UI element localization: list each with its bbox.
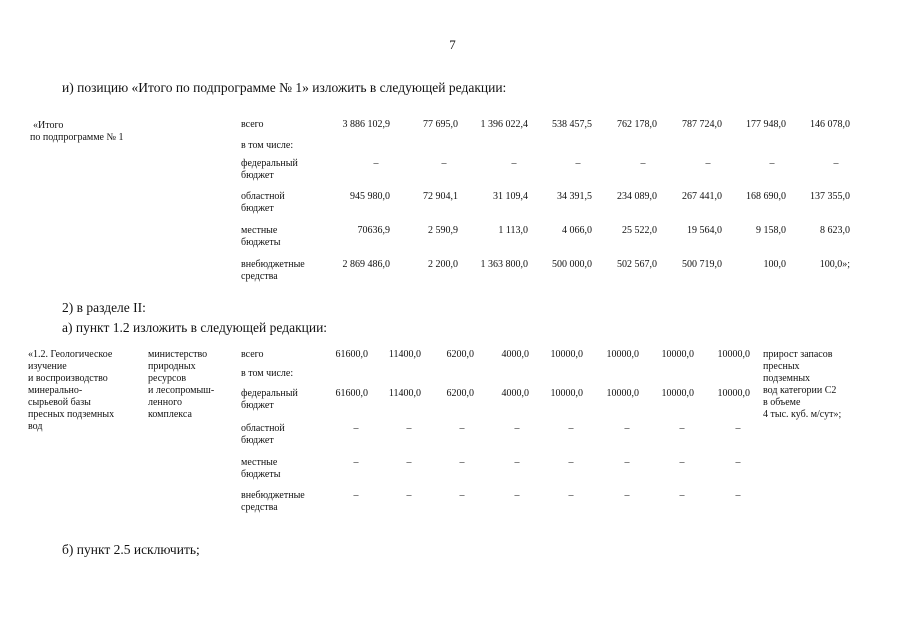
table1-cell-value: 2 200,0 [428, 259, 458, 270]
table1-cell-dash: – [705, 158, 711, 169]
table2-program-name-line: изучение [28, 361, 67, 372]
table1-row-label: областной [241, 191, 285, 202]
table2-cell-dash: – [406, 490, 412, 501]
table2-program-name-line: минерально- [28, 385, 83, 396]
section-2a-heading: а) пункт 1.2 изложить в следующей редакции: [62, 320, 328, 335]
table1-cell-value: 77 695,0 [423, 119, 458, 130]
table2-cell-dash: – [679, 423, 685, 434]
table2-result-line: в объеме [763, 397, 801, 408]
table1-cell-value: 500 000,0 [552, 259, 592, 270]
table2-cell-dash: – [568, 490, 574, 501]
table1-cell-dash: – [441, 158, 447, 169]
table1-cell-value: 787 724,0 [682, 119, 722, 130]
section-b-heading: б) пункт 2.5 исключить; [62, 542, 200, 557]
table1-row-label-sub: средства [241, 271, 278, 282]
table2-program-name-line: вод [28, 421, 43, 432]
table2-result-line: пресных [763, 361, 800, 372]
table1-cell-value: 502 567,0 [617, 259, 657, 270]
table2-cell-value: 10000,0 [550, 388, 583, 399]
table1-cell-value: 1 363 800,0 [480, 259, 528, 270]
table1-cell-value: 1 113,0 [498, 225, 528, 236]
table1-cell-value: 945 980,0 [350, 191, 390, 202]
table1-cell-dash: – [511, 158, 517, 169]
table1-cell-value: 100,0»; [819, 259, 850, 270]
table2-row-label: федеральный [241, 388, 298, 399]
table2-cell-dash: – [735, 423, 741, 434]
table2-cell-value: 10000,0 [717, 388, 750, 399]
table2-row-label-sub: бюджет [241, 435, 274, 446]
table2-cell-dash: – [679, 457, 685, 468]
table2-cell-dash: – [459, 423, 465, 434]
table2-cell-dash: – [459, 490, 465, 501]
table2-cell-value: 10000,0 [606, 388, 639, 399]
table1-row-label: местные [241, 225, 278, 236]
table2-cell-dash: – [514, 490, 520, 501]
table2-cell-value: 4000,0 [501, 388, 529, 399]
table1-cell-value: 267 441,0 [682, 191, 722, 202]
table2-cell-dash: – [353, 423, 359, 434]
table1-row-label: в том числе: [241, 140, 294, 151]
table1-cell-value: 2 590,9 [428, 225, 458, 236]
table2-cell-dash: – [624, 423, 630, 434]
table1-cell-dash: – [833, 158, 839, 169]
table1-cell-value: 72 904,1 [423, 191, 458, 202]
table2-cell-dash: – [406, 423, 412, 434]
table2-cell-dash: – [459, 457, 465, 468]
table2-cell-dash: – [679, 490, 685, 501]
table2-result-line: прирост запасов [763, 349, 833, 360]
table2-program-name-line: пресных подземных [28, 409, 115, 420]
table2-program-name-line: «1.2. Геологическое [28, 349, 113, 360]
table1-cell-value: 70636,9 [357, 225, 390, 236]
table1-row-label-line1: «Итого [33, 120, 64, 131]
table1-cell-value: 2 869 486,0 [342, 259, 390, 270]
table1-cell-dash: – [769, 158, 775, 169]
table1-cell-value: 146 078,0 [810, 119, 850, 130]
table2-cell-dash: – [568, 423, 574, 434]
table2-cell-value: 6200,0 [446, 349, 474, 360]
table2-cell-dash: – [353, 490, 359, 501]
table2-cell-value: 61600,0 [335, 388, 368, 399]
table2-result-line: вод категории С2 [763, 385, 837, 396]
table2-executor-line: министерство [148, 349, 208, 360]
table2-row-label: внебюджетные [241, 490, 305, 501]
table2-row-label-sub: бюджеты [241, 469, 281, 480]
table2-result-line: 4 тыс. куб. м/сут»; [763, 409, 842, 420]
table2-executor-line: комплекса [148, 409, 192, 420]
table1-cell-value: 500 719,0 [682, 259, 722, 270]
table1-cell-value: 3 886 102,9 [342, 119, 390, 130]
table2-result-line: подземных [763, 373, 811, 384]
table1-row-label-sub: бюджет [241, 170, 274, 181]
table1-cell-value: 168 690,0 [746, 191, 786, 202]
table2-cell-value: 10000,0 [661, 349, 694, 360]
table2-cell-value: 11400,0 [388, 349, 421, 360]
table2-cell-value: 61600,0 [335, 349, 368, 360]
table1-cell-value: 34 391,5 [557, 191, 592, 202]
table2-row-label: в том числе: [241, 368, 294, 379]
table2-cell-dash: – [624, 490, 630, 501]
section-2-heading: 2) в разделе II: [62, 300, 146, 315]
table2-row-label-sub: бюджет [241, 400, 274, 411]
table2-cell-dash: – [735, 490, 741, 501]
table2-cell-dash: – [568, 457, 574, 468]
table1-row-label: внебюджетные [241, 259, 305, 270]
table1-cell-value: 9 158,0 [756, 225, 786, 236]
table2-row-label: местные [241, 457, 278, 468]
table2-cell-dash: – [514, 457, 520, 468]
table1-row-label-line2: по подпрограмме № 1 [30, 132, 124, 143]
table1-row-label: всего [241, 119, 264, 130]
page-number: 7 [449, 37, 456, 52]
table1-cell-value: 177 948,0 [746, 119, 786, 130]
table1-row-label: федеральный [241, 158, 298, 169]
table2-executor-line: ресурсов [148, 373, 187, 384]
table1-cell-value: 4 066,0 [562, 225, 592, 236]
table2-executor-line: ленного [148, 397, 182, 408]
table2-cell-dash: – [514, 423, 520, 434]
table1-cell-dash: – [575, 158, 581, 169]
table1-cell-value: 19 564,0 [687, 225, 722, 236]
table2-cell-dash: – [353, 457, 359, 468]
section-i-heading: и) позицию «Итого по подпрограмме № 1» изложить в следующей редакции: [62, 80, 507, 95]
table2-program-name-line: сырьевой базы [28, 397, 91, 408]
table2-row-label: областной [241, 423, 285, 434]
table2-cell-value: 10000,0 [717, 349, 750, 360]
table1-cell-value: 137 355,0 [810, 191, 850, 202]
table2-program-name-line: и воспроизводство [28, 373, 108, 384]
table2-cell-value: 11400,0 [388, 388, 421, 399]
table1-cell-value: 234 089,0 [617, 191, 657, 202]
table2-cell-value: 10000,0 [550, 349, 583, 360]
table1-cell-value: 8 623,0 [820, 225, 850, 236]
table1-cell-dash: – [373, 158, 379, 169]
table2-row-label: всего [241, 349, 264, 360]
table2-cell-dash: – [406, 457, 412, 468]
table1-cell-value: 762 178,0 [617, 119, 657, 130]
table2-row-label-sub: средства [241, 502, 278, 513]
table1-cell-value: 31 109,4 [493, 191, 528, 202]
table1-row-label-sub: бюджет [241, 203, 274, 214]
table2-cell-value: 4000,0 [501, 349, 529, 360]
table1-cell-value: 538 457,5 [552, 119, 592, 130]
table1-row-label-sub: бюджеты [241, 237, 281, 248]
table2-cell-value: 10000,0 [661, 388, 694, 399]
table2-executor-line: и лесопромыш- [148, 385, 215, 396]
table2-executor-line: природных [148, 361, 196, 372]
table1-cell-value: 25 522,0 [622, 225, 657, 236]
table2-cell-dash: – [624, 457, 630, 468]
table2-cell-dash: – [735, 457, 741, 468]
table1-cell-dash: – [640, 158, 646, 169]
table1-cell-value: 100,0 [763, 259, 786, 270]
table1-cell-value: 1 396 022,4 [480, 119, 528, 130]
table2-cell-value: 10000,0 [606, 349, 639, 360]
table2-cell-value: 6200,0 [446, 388, 474, 399]
